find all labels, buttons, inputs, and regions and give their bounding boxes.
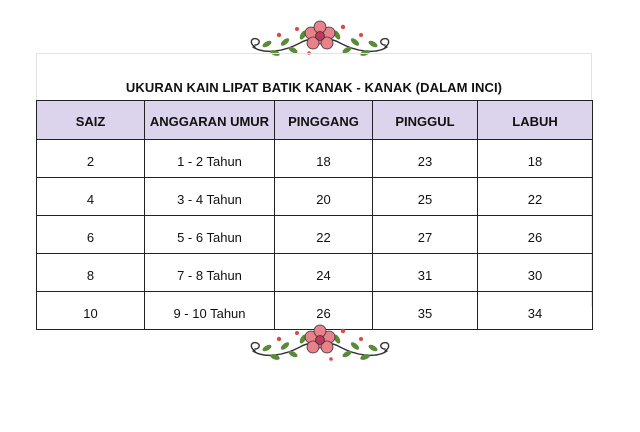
header-saiz: SAIZ — [37, 101, 145, 140]
cell-pinggang: 24 — [275, 254, 373, 292]
cell-labuh: 34 — [478, 292, 593, 330]
table-row — [37, 178, 593, 216]
cell-labuh: 22 — [478, 178, 593, 216]
cell-pinggul: 25 — [373, 178, 478, 216]
cell-labuh: 26 — [478, 216, 593, 254]
cell-saiz: 10 — [37, 292, 145, 330]
header-pinggang: PINGGANG — [275, 101, 373, 140]
cell-pinggul: 31 — [373, 254, 478, 292]
cell-umur: 9 - 10 Tahun — [145, 292, 275, 330]
cell-umur: 7 - 8 Tahun — [145, 254, 275, 292]
header-labuh: LABUH — [478, 101, 593, 140]
cell-labuh: 30 — [478, 254, 593, 292]
floral-vine-icon — [245, 323, 395, 367]
cell-pinggang: 26 — [275, 292, 373, 330]
table-row — [37, 216, 593, 254]
cell-saiz: 4 — [37, 178, 145, 216]
cell-umur: 5 - 6 Tahun — [145, 216, 275, 254]
cell-umur: 3 - 4 Tahun — [145, 178, 275, 216]
cell-labuh: 18 — [478, 140, 593, 178]
table-row — [37, 254, 593, 292]
cell-saiz: 8 — [37, 254, 145, 292]
cell-saiz: 2 — [37, 140, 145, 178]
size-table — [36, 100, 593, 330]
header-anggaran-umur: ANGGARAN UMUR — [145, 101, 275, 140]
cell-pinggul: 23 — [373, 140, 478, 178]
cell-saiz: 6 — [37, 216, 145, 254]
cell-umur: 1 - 2 Tahun — [145, 140, 275, 178]
table-row — [37, 140, 593, 178]
cell-pinggang: 18 — [275, 140, 373, 178]
cell-pinggang: 20 — [275, 178, 373, 216]
header-pinggul: PINGGUL — [373, 101, 478, 140]
cell-pinggang: 22 — [275, 216, 373, 254]
cell-pinggul: 35 — [373, 292, 478, 330]
page-title: UKURAN KAIN LIPAT BATIK KANAK - KANAK (DALAM INCI) — [125, 80, 503, 95]
table-header-row — [37, 101, 593, 140]
cell-pinggul: 27 — [373, 216, 478, 254]
